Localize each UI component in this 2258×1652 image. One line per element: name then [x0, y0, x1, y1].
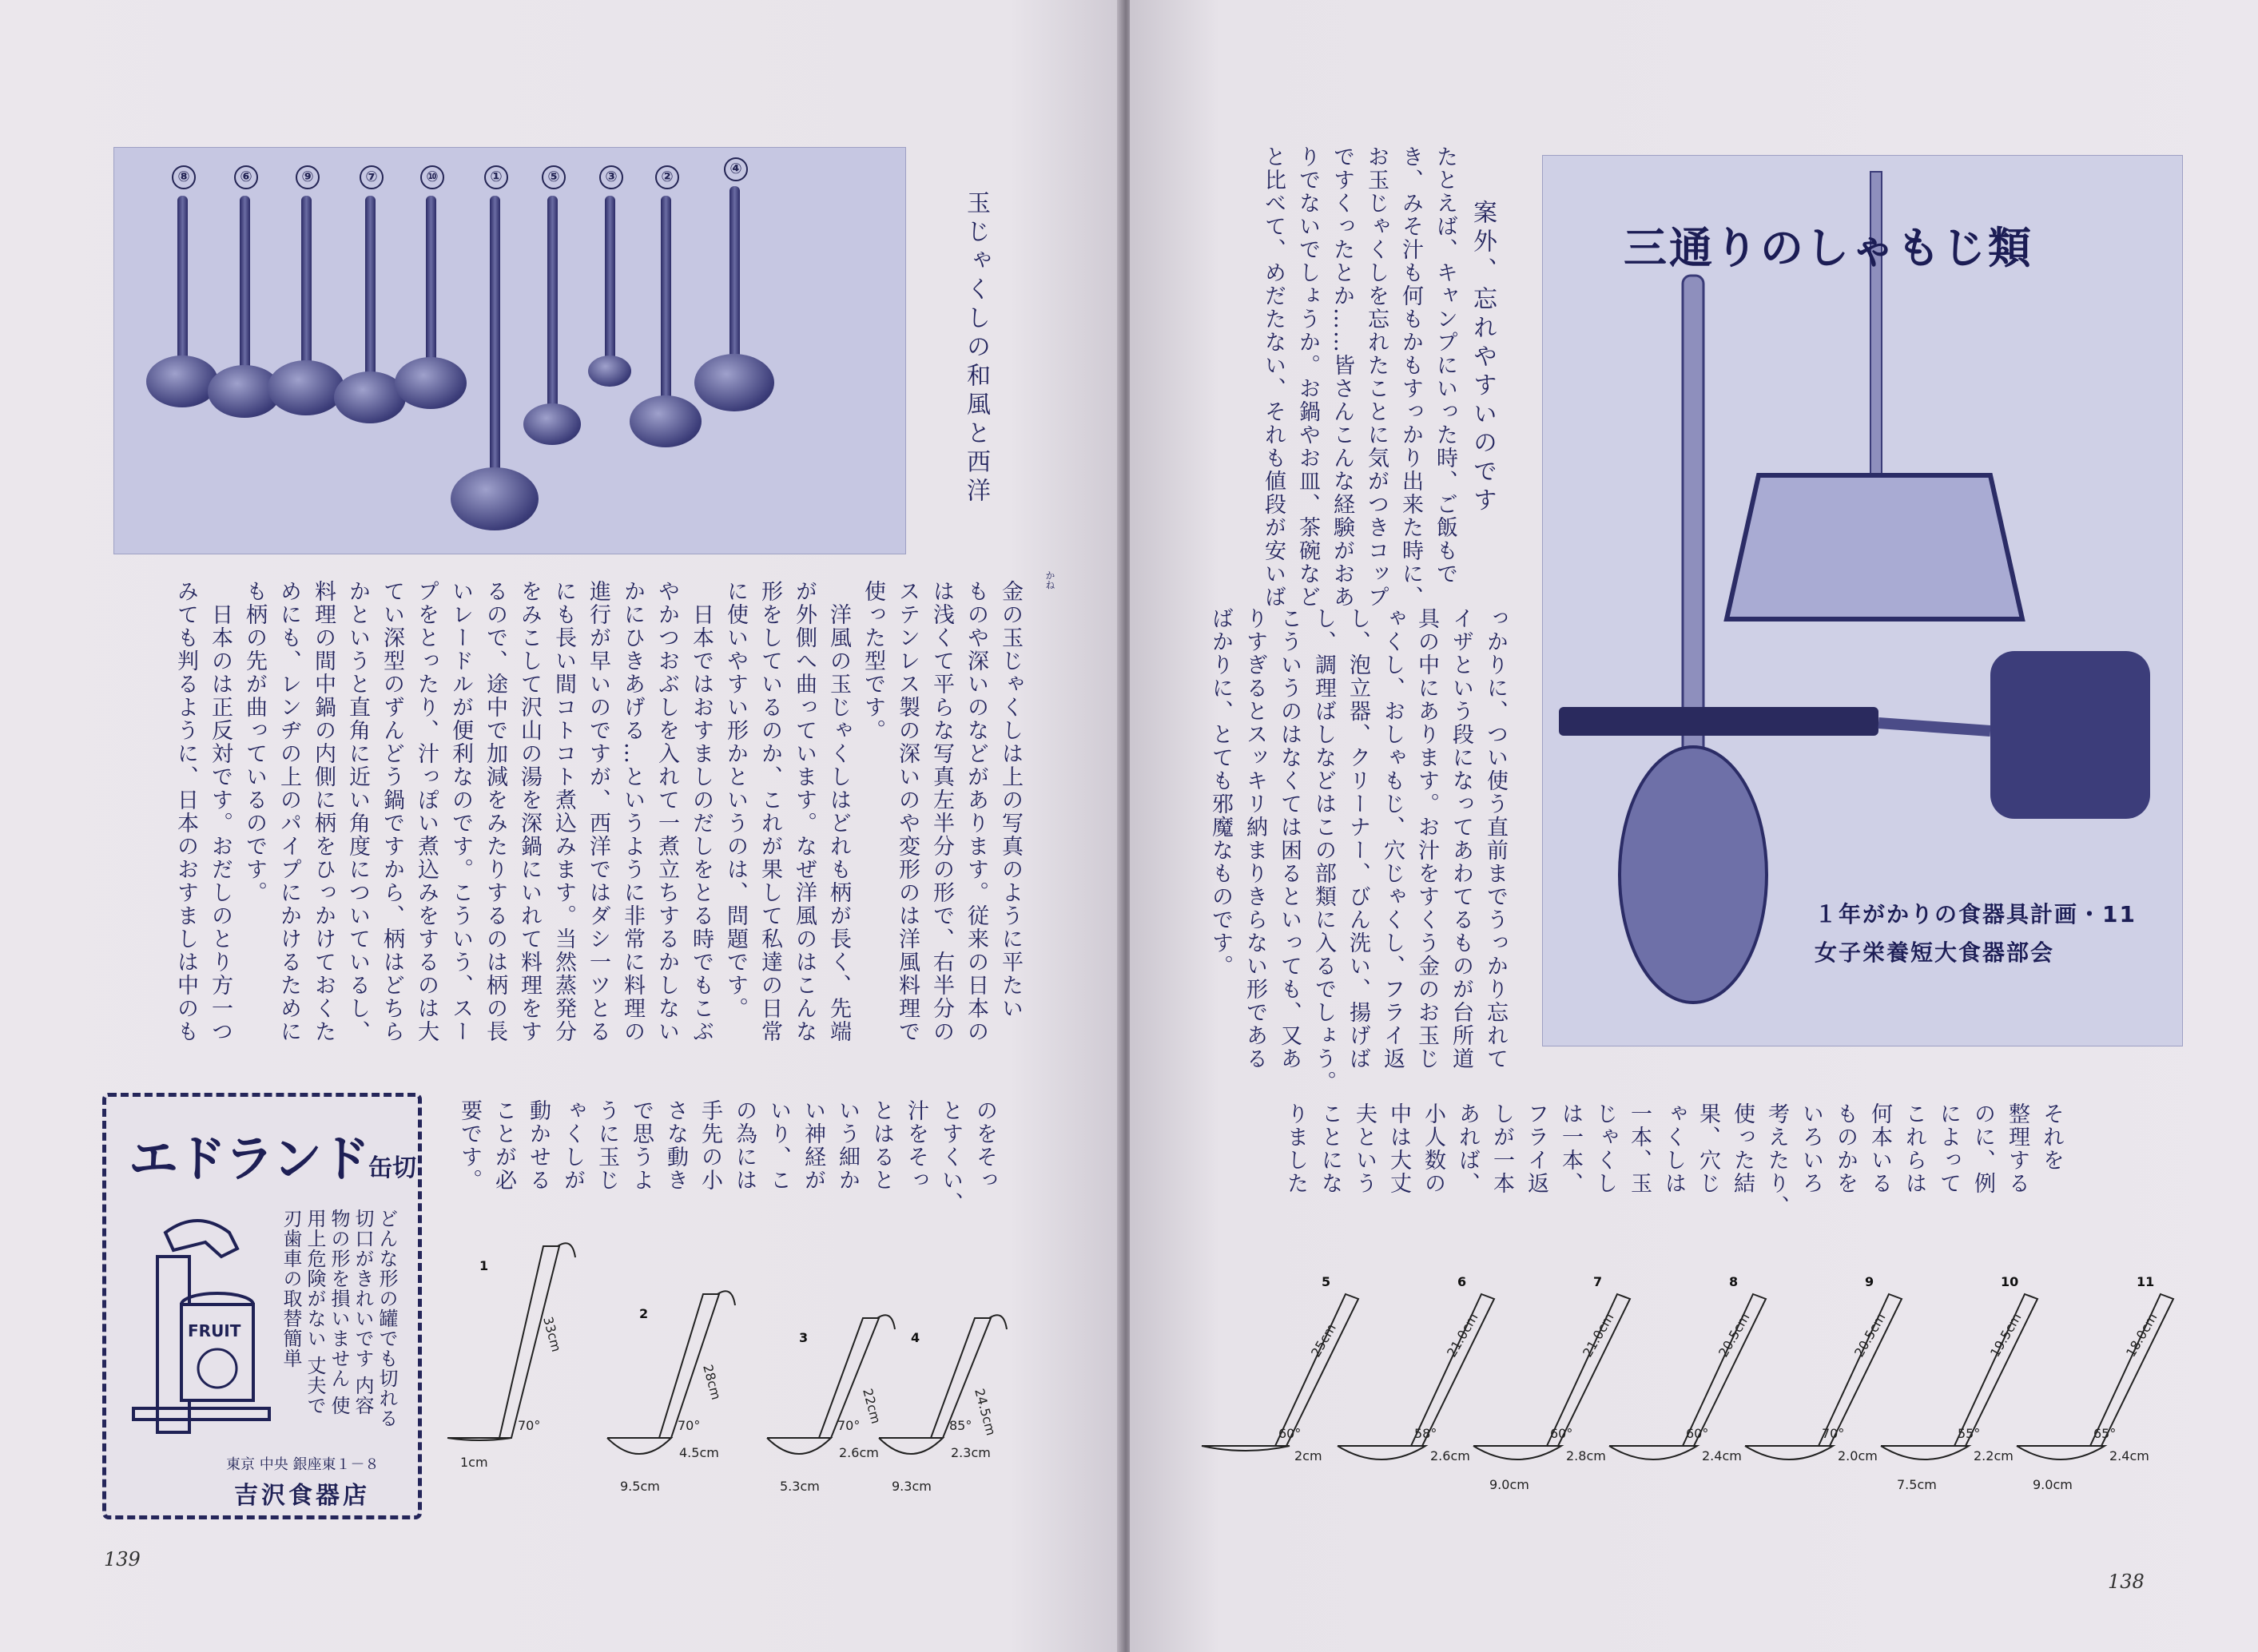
text-line: のをそっ	[972, 1099, 997, 1192]
diagram-label: 28cm	[700, 1363, 725, 1402]
diagram-label: 2.2cm	[1974, 1448, 2014, 1463]
diagram-label: 5	[1322, 1274, 1331, 1289]
text-line: の為には	[732, 1099, 757, 1192]
text-line: かにひきあげる…というように非常に料理の	[620, 580, 645, 1043]
text-line: こういうのはなくては困るといっても、又あ	[1277, 607, 1302, 1070]
text-line: めにも、レンヂの上のパイプにかけるために	[276, 580, 301, 1043]
text-line: 具の中にあります。お汁をすくう金のお玉じ	[1414, 607, 1439, 1070]
diagram-label: 6	[1457, 1274, 1467, 1289]
ladle-handle	[729, 186, 740, 362]
diagram-label: 65°	[2093, 1426, 2117, 1441]
diagram-spatula-10	[1881, 1274, 2037, 1492]
text-line: し、調理ばしなどはこの部類に入るでしょう。	[1311, 607, 1336, 1094]
diagram-label: 9.0cm	[2033, 1477, 2073, 1492]
diagram-label: 2.6cm	[839, 1445, 879, 1460]
ladle-number: ⑧	[172, 165, 196, 189]
text-line: 果、穴じ	[1695, 1102, 1720, 1195]
diagram-label: 10	[2001, 1274, 2019, 1289]
text-line: と比べて、めだたない、それも値段が安いば	[1261, 145, 1286, 609]
text-line: てい深型のずんどう鍋ですから、柄はどちら	[380, 580, 404, 1043]
text-line: しが一本	[1489, 1102, 1514, 1195]
diagram-label: 55°	[1958, 1426, 1981, 1441]
text-line: とはると	[869, 1099, 894, 1192]
diagram-label: 2.4cm	[1702, 1448, 1742, 1463]
ad-line: 切口がきれいです	[352, 1209, 374, 1368]
ladle-bowl	[694, 354, 774, 411]
text-line: 金の玉じゃくしは上の写真のように平たい	[998, 580, 1023, 1020]
diagram-spatula-11	[2017, 1274, 2173, 1492]
text-line: りでないでしょうか。お鍋やお皿、茶碗など	[1295, 145, 1320, 609]
text-line: いう細か	[835, 1099, 860, 1192]
ladle-handle	[365, 196, 376, 379]
text-line: 整理する	[2005, 1102, 2029, 1195]
text-line: ステンレス製の深いのや変形のは洋風料理で	[895, 580, 920, 1043]
text-line: 料理の間中鍋の内側に柄をひっかけておくた	[311, 580, 336, 1043]
ladle-bowl	[395, 357, 467, 409]
left-page	[0, 0, 1122, 1652]
diagram-label: 21.0cm	[1444, 1310, 1481, 1360]
ladle-bowl	[268, 360, 344, 415]
text-line: い神経が	[801, 1099, 825, 1192]
diagram-spatula-5	[1202, 1274, 1358, 1463]
ladle-handle	[547, 196, 558, 411]
text-line: に使いやすい形かというのは、問題です。	[723, 580, 748, 1020]
diagram-label: 2.8cm	[1566, 1448, 1606, 1463]
diagram-label: 58°	[1414, 1426, 1437, 1441]
text-line: たとえば、キャンプにいった時、ご飯もで	[1433, 145, 1457, 586]
diagram-ladle-1	[447, 1243, 575, 1470]
diagram-label: 21.0cm	[1580, 1310, 1617, 1360]
ad-address: 東京 中央 銀座東１－８	[226, 1456, 380, 1473]
can-label: FRUIT	[188, 1321, 241, 1340]
diagram-label: 18.0cm	[2123, 1310, 2161, 1360]
text-line: も柄の先が曲っているのです。	[242, 580, 267, 904]
ladle-number: ⑨	[296, 165, 320, 189]
ladle-bowl	[146, 355, 218, 407]
text-line: お玉じゃくしを忘れたことに気がつきコップ	[1364, 145, 1389, 609]
text-line: 使った結	[1730, 1102, 1755, 1195]
diagram-ladle-3	[767, 1315, 895, 1494]
text-line: っかりに、つい使う直前までうっかり忘れて	[1483, 607, 1508, 1070]
ad-brand: エドランド缶切	[129, 1130, 417, 1188]
ad-line: 丈夫で刃歯車の取替簡単	[280, 1209, 326, 1416]
diagram-label: 33cm	[540, 1315, 565, 1354]
furigana: かね	[1044, 570, 1055, 590]
diagram-label: 2.6cm	[1430, 1448, 1470, 1463]
author-credit: 女子栄養短大食器部会	[1815, 939, 2055, 966]
text-line: あれば、	[1455, 1102, 1480, 1195]
text-line: にも長い間コトコト煮込みます。当然蒸発分	[551, 580, 576, 1043]
ladle-handle	[177, 196, 188, 363]
diagram-label: 1cm	[460, 1455, 488, 1470]
text-line: し、泡立器、クリーナー、びん洗い、揚げば	[1346, 607, 1370, 1070]
text-line: りました	[1283, 1102, 1308, 1195]
text-line: 手先の小	[698, 1099, 722, 1192]
diagram-label: 2.3cm	[951, 1445, 991, 1460]
photo-caption: 玉じゃくしの和風と西洋	[962, 190, 990, 506]
text-line: によって	[1936, 1102, 1961, 1195]
ad-line: どんな形の罐でも切れる	[376, 1209, 398, 1428]
text-line: で思うよ	[629, 1099, 654, 1192]
ad-line: 使用上危険がない	[304, 1209, 350, 1416]
ad-copy	[279, 1209, 399, 1432]
ladle-number: ⑤	[542, 165, 566, 189]
ladle-photo	[113, 147, 906, 554]
text-line: 夫という	[1352, 1102, 1377, 1195]
text-line: じゃくし	[1592, 1102, 1617, 1195]
ladle-number: ①	[484, 165, 508, 189]
text-line: ゃくし、おしゃもじ、穴じゃくし、フライ返	[1380, 607, 1405, 1070]
diagram-spatula-7	[1473, 1274, 1630, 1492]
text-line: ですくったとか……皆さんこんな経験がおあ	[1330, 145, 1354, 609]
text-line: ばかりに、とても邪魔なものです。	[1208, 607, 1233, 978]
diagram-label: 60°	[1278, 1426, 1302, 1441]
diagram-label: 2.4cm	[2109, 1448, 2149, 1463]
ladle-number: ③	[599, 165, 623, 189]
text-line: をみこして沢山の湯を深鍋にいれて料理をす	[517, 580, 542, 1043]
text-line: とすくい、	[938, 1099, 963, 1215]
left-body-top	[169, 580, 1028, 1091]
text-line: 進行が早いのですが、西洋ではダシ一ツとる	[586, 580, 610, 1043]
diagram-label: 5.3cm	[780, 1479, 820, 1494]
ladle-handle	[301, 196, 312, 368]
text-line: 日本ではおすましのだしをとる時でもこぶ	[689, 580, 714, 1043]
diagram-label: 20.5cm	[1715, 1310, 1753, 1360]
text-line: 要です。	[457, 1099, 482, 1192]
ladle-bowl	[451, 467, 539, 530]
diagram-label: 9	[1865, 1274, 1874, 1289]
right-page-number: 138	[2108, 1571, 2145, 1593]
ladle-handle	[605, 196, 615, 363]
text-line: かというと直角に近い角度についているし、	[345, 580, 370, 1043]
ladle-number: ⑦	[360, 165, 384, 189]
text-line: それを	[2039, 1102, 2064, 1172]
text-line: ゃくしは	[1661, 1102, 1686, 1195]
right-body-mid	[1203, 607, 1513, 1094]
ladle-bowl	[588, 355, 631, 387]
diagram-spatula-6	[1338, 1274, 1494, 1463]
ladle-number: ⑥	[234, 165, 258, 189]
text-line: ゃくしが	[560, 1099, 585, 1192]
text-line: 洋風の玉じゃくしはどれも柄が長く、先端	[826, 580, 851, 1043]
diagram-label: 24.5cm	[972, 1387, 1000, 1438]
diagram-label: 11	[2137, 1274, 2155, 1289]
diagram-label: 8	[1729, 1274, 1739, 1289]
text-line: るので、途中で加減をみたりするのは柄の長	[483, 580, 507, 1043]
diagram-label: 22cm	[860, 1387, 885, 1426]
ad-shop-name: 吉沢食器店	[234, 1482, 370, 1510]
text-line: き、みそ汁も何もかもすっかり出来た時に、	[1398, 145, 1423, 609]
ladle-number: ④	[724, 157, 748, 181]
text-line: は一本、	[1558, 1102, 1583, 1195]
diagram-label: 60°	[1550, 1426, 1573, 1441]
diagram-label: 70°	[518, 1418, 541, 1433]
ladle-handle	[661, 196, 671, 403]
text-line: 汁をそっ	[904, 1099, 928, 1192]
diagram-label: 85°	[949, 1418, 972, 1433]
text-line: うに玉じ	[594, 1099, 619, 1192]
diagram-label: 19.5cm	[1987, 1310, 2025, 1360]
text-line: は浅くて平らな写真左半分の形で、右半分の	[929, 580, 954, 1043]
photo-title: 三通りのしゃもじ類	[1624, 223, 2033, 273]
text-line: 考えたり、	[1764, 1102, 1789, 1218]
ladle-bowl	[523, 403, 581, 445]
diagram-label: 9.5cm	[620, 1479, 660, 1494]
diagram-label: 4.5cm	[679, 1445, 719, 1460]
ladle-bowl	[630, 395, 702, 447]
diagram-spatula-9	[1745, 1274, 1902, 1463]
ad-line: 内容物の形を損いません	[328, 1209, 374, 1416]
text-line: のに、例	[1970, 1102, 1995, 1195]
text-line: 動かせる	[526, 1099, 551, 1192]
diagram-label: 25cm	[1308, 1320, 1339, 1360]
text-line: 何本いる	[1867, 1102, 1892, 1195]
text-line: ことが必	[491, 1099, 516, 1192]
text-line: 形をしているのか、これが果して私達の日常	[757, 580, 782, 1043]
text-line: ものかを	[1833, 1102, 1858, 1195]
text-line: 使った型です。	[861, 580, 885, 742]
right-page	[1130, 0, 2258, 1652]
text-line: これらは	[1902, 1102, 1926, 1195]
diagram-label: 2.0cm	[1838, 1448, 1878, 1463]
diagram-label: 9.3cm	[892, 1479, 932, 1494]
text-line: みても判るように、日本のおすましは中のも	[173, 580, 198, 1043]
text-line: が外側へ曲っています。なぜ洋風のはこんな	[792, 580, 817, 1043]
diagram-label: 2cm	[1294, 1448, 1322, 1463]
text-line: いり、こ	[766, 1099, 791, 1192]
diagram-label: 70°	[678, 1418, 701, 1433]
text-line: 一本、玉	[1627, 1102, 1652, 1195]
diagram-label: 2	[639, 1306, 649, 1321]
text-line: 中は大丈	[1386, 1102, 1411, 1195]
text-line: いレードルが便利なのです。こういう、スー	[448, 580, 473, 1043]
ladle-number: ⑩	[420, 165, 444, 189]
text-line: やかつおぶしを入れて一煮立ちするかしない	[654, 580, 679, 1043]
text-line: りすぎるとスッキリ納まりきらない形である	[1242, 607, 1267, 1070]
can-opener-illustration	[117, 1201, 277, 1456]
diagram-label: 7	[1593, 1274, 1603, 1289]
diagram-label: 20.5cm	[1851, 1310, 1889, 1360]
series-credit: １年がかりの食器具計画・11	[1815, 901, 2137, 927]
text-line: ものや深いのなどがあります。従来の日本の	[964, 580, 988, 1043]
right-spatula-diagram	[1186, 1270, 2192, 1502]
ladle-handle	[426, 196, 436, 365]
text-line: さな動き	[663, 1099, 688, 1192]
diagram-label: 9.0cm	[1489, 1477, 1529, 1492]
diagram-spatula-8	[1609, 1274, 1766, 1463]
ad-product: 缶切	[368, 1154, 417, 1182]
right-body-top	[1256, 145, 1462, 609]
ladle-number: ②	[655, 165, 679, 189]
diagram-label: 60°	[1686, 1426, 1709, 1441]
diagram-label: 70°	[1822, 1426, 1845, 1441]
text-line: いろいろ	[1799, 1102, 1823, 1195]
diagram-ladle-2	[607, 1291, 735, 1494]
text-line: 日本のは正反対です。おだしのとり方一つ	[208, 580, 233, 1043]
diagram-label: 70°	[837, 1418, 861, 1433]
utensil-photo	[1542, 155, 2183, 1046]
diagram-label: 4	[911, 1330, 920, 1345]
text-line: フライ返	[1524, 1102, 1548, 1195]
ladle-handle	[490, 196, 500, 475]
diagram-ladle-4	[879, 1315, 1007, 1494]
text-line: 小人数の	[1421, 1102, 1445, 1195]
diagram-label: 7.5cm	[1897, 1477, 1937, 1492]
can-opener-ad	[102, 1093, 422, 1519]
diagram-label: 3	[799, 1330, 809, 1345]
text-line: プをとったり、汁っぽい煮込みをするのは大	[414, 580, 439, 1043]
section-heading: 案外、忘れやすいのです	[1469, 200, 1497, 516]
text-line: イザという段になってあわてるものが台所道	[1449, 607, 1473, 1070]
left-page-number: 139	[104, 1548, 141, 1571]
diagram-label: 1	[479, 1258, 489, 1273]
text-line: ことにな	[1318, 1102, 1342, 1195]
left-ladle-diagram	[439, 1230, 1015, 1518]
ladle-handle	[240, 196, 250, 373]
